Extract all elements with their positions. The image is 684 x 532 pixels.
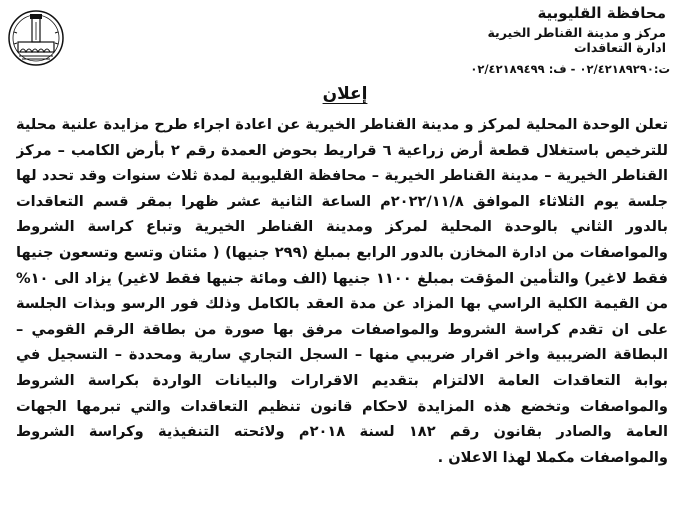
governorate-emblem-icon	[6, 2, 66, 74]
announcement-body: تعلن الوحدة المحلية لمركز و مدينة القناطر الخيرية عن اعادة اجراء طرح مزايدة علنية محلية للترخيص باستغلال قطعة أرض زراعية ٦ قراريط بحوض العمدة رقم ٢ بأرض الكامب – مركز القناطر الخيرية – مدينة القناطر الخيرية – محافظة القليوبية لمدة ثلاث سنوات وقد تحدد لها جلسة يوم الثلاثاء الموافق ٢٠٢٢/١١/٨م الساعة الثانية عشر ظهرا بمقر قسم التعاقدات بالدور الثاني بالوحدة المحلية لمركز ومدينة القناطر الخيرية وتباع كراسة الشروط والمواصفات من ادارة المخازن بالدور الرابع بمبلغ (٢٩٩ جنيها) ( مئتان وتسع وتسعون جنيها فقط لاغير) والتأمين المؤقت بمبلغ ١١٠٠ جنيها (الف ومائة جنيها فقط لاغير) يزاد الى ١٠% من القيمة الكلية الراسي بها المزاد عن مدة العقد بالكامل وذلك فور الرسو وبذات الجلسة على ان تقدم كراسة الشروط والمواصفات مرفق بها صورة من بطاقة الرقم القومي – البطاقة الضريبية واخر اقرار ضريبي منها – السجل التجاري سارية ومحددة – التسجيل في بوابة التعاقدات العامة الالتزام بتقديم الاقرارات والبيانات الواردة بكراسة الشروط والمواصفات وتخضع هذه المزايدة لاحكام قانون تنظيم التعاقدات والتي تبرمها الجهات العامة والصادر بقانون رقم ١٨٢ لسنة ٢٠١٨م ولائحته التنفيذية وكراسة الشروط والمواصفات مكملا لهذا الاعلان .	[16, 116, 668, 466]
center-name: مركز و مدينة القناطر الخيرية	[487, 25, 666, 40]
page-title: إعلان	[322, 84, 368, 104]
governorate-name: محافظة القليوبية	[537, 4, 666, 22]
department-name: ادارة التعاقدات	[574, 40, 666, 55]
letterhead	[376, 4, 666, 55]
phone-fax-line: ت:٠٢/٤٢١٨٩٢٩٠ - ف: ٠٢/٤٢١٨٩٤٩٩	[470, 62, 670, 76]
